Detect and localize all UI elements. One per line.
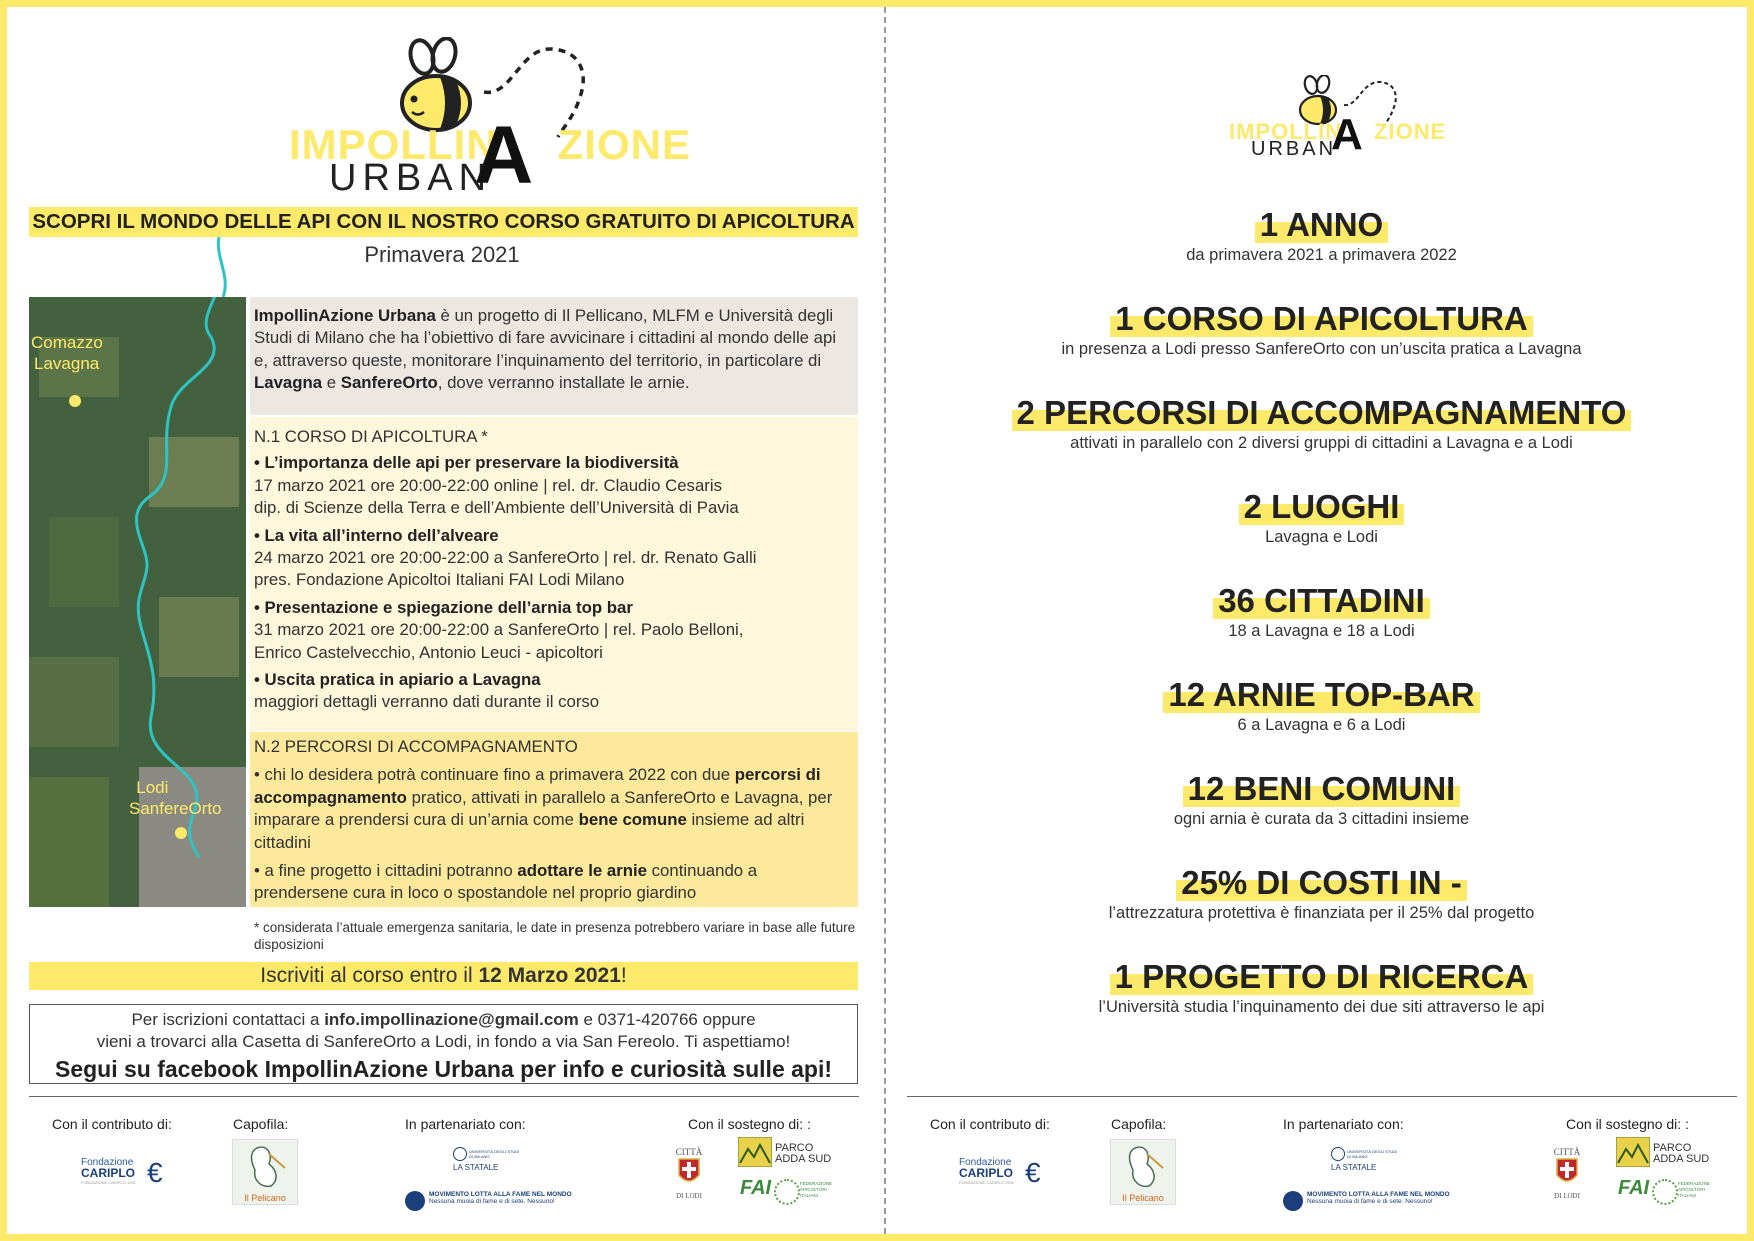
stats-list <box>896 7 1747 1017</box>
logo-word-urban: URBAN <box>1251 138 1337 160</box>
contrib-label: Con il contributo di: <box>52 1116 172 1132</box>
stat-desc: da primavera 2021 a primavera 2022 <box>1186 246 1457 264</box>
season: Primavera 2021 <box>364 242 520 267</box>
stat-desc: ogni arnia è curata da 3 cittadini insieme <box>1173 810 1470 828</box>
intro-text: ImpollinAzione Urbana è un progetto di Il Pellicano, MLFM e Università degli Studi di Milano che ha l’obiettivo di fare avvicinare i cittadini al mondo delle api e, attraverso queste, monitorare l’inquinamento del territorio, in particolare di Lavagna e SanfereOrto, dove verranno installate le arnie. <box>254 306 837 393</box>
stat-item <box>896 395 1747 453</box>
map-pin-lavagna <box>69 395 81 407</box>
stat-title: 1 ANNO <box>1255 207 1388 243</box>
course-heading: N.1 CORSO DI APICOLTURA * <box>254 427 488 446</box>
parco-icon <box>738 1137 772 1167</box>
map-label-comazzo: Comazzo <box>31 333 103 352</box>
stat-desc: l’Università studia l’inquinamento dei due siti attraverso le api <box>1098 998 1545 1016</box>
fold-line <box>884 7 886 1234</box>
stat-title: 25% DI COSTI IN - <box>1176 865 1467 901</box>
satellite-map <box>29 297 246 907</box>
logo-letter-a: A <box>474 110 534 201</box>
course-item: • La vita all’interno dell’alveare 24 marzo 2021 ore 20:00-22:00 a SanfereOrto | rel. dr. Renato Galli pres. Fondazione Apicoltoi Italiani FAI Lodi Milano <box>254 525 757 590</box>
contact-email[interactable]: info.impollinazione@gmail.com <box>324 1010 579 1029</box>
logo-word-urban: URBAN <box>329 157 493 199</box>
cariplo-logo: Fondazione CARIPLO FONDAZIONE CARIPLO 1991 € <box>81 1157 163 1188</box>
partner-label: In partenariato con: <box>1283 1116 1404 1132</box>
sponsors-right <box>885 1107 1747 1227</box>
pelicano-logo: Il Pelicano <box>232 1139 298 1205</box>
pelican-icon <box>233 1140 297 1190</box>
logo-word-zione: ZIONE <box>557 121 691 168</box>
fai-logo: FAI FEDERAZIONE APICOLTORI ITALIANI <box>1618 1177 1718 1200</box>
logo-letter-a: A <box>1331 110 1363 159</box>
fai-logo: FAI FEDERAZIONE APICOLTORI ITALIANI <box>740 1177 840 1200</box>
paths-text-2: • a fine progetto i cittadini potranno adottare le arnie continuando a prendersene cura in loco o spostandole nel proprio giardino <box>254 861 758 903</box>
sponsors-left <box>7 1107 877 1227</box>
stat-desc: 18 a Lavagna e 18 a Lodi <box>1228 622 1415 640</box>
parco-adda-sud-logo: PARCO ADDA SUD <box>738 1137 838 1172</box>
course-item: • L’importanza delle api per preservare la biodiversità 17 marzo 2021 ore 20:00-22:00 online | rel. dr. Claudio Cesaris dip. di Scienze della Terra e dell’Ambiente dell’Università di Pavia <box>254 453 739 518</box>
lodi-logo: CITTÀ DI LODI <box>1553 1147 1581 1200</box>
course-item: • Presentazione e spiegazione dell’arnia top bar 31 marzo 2021 ore 20:00-22:00 a SanfereOrto | rel. Paolo Belloni, Enrico Castelvecchio, Antonio Leuci - apicoltori <box>254 597 744 662</box>
stat-item <box>896 207 1747 265</box>
stat-item <box>896 865 1747 923</box>
stat-title: 2 LUOGHI <box>1239 489 1405 525</box>
paths-heading: N.2 PERCORSI DI ACCOMPAGNAMENTO <box>254 737 578 756</box>
statale-logo: UNIVERSITÀ DEGLI STUDI DI MILANO LA STATALE <box>453 1149 520 1172</box>
pelicano-logo: Il Pelicano <box>1110 1139 1176 1205</box>
stat-item <box>896 771 1747 829</box>
paths-panel <box>250 732 858 907</box>
parco-adda-sud-logo: PARCO ADDA SUD <box>1616 1137 1716 1172</box>
stat-item <box>896 677 1747 735</box>
stat-title: 12 ARNIE TOP-BAR <box>1163 677 1479 713</box>
contact-line-2: vieni a trovarci alla Casetta di SanfereOrto a Lodi, in fondo a via San Fereolo. Ti aspettiamo! <box>96 1032 791 1051</box>
support-label: Con il sostegno di: : <box>1566 1116 1689 1132</box>
lead-label: Capofila: <box>233 1116 289 1132</box>
flyer-sheet <box>7 7 1747 1234</box>
intro-panel <box>250 297 858 415</box>
parco-icon <box>1616 1137 1650 1167</box>
map-label-lavagna: Lavagna <box>34 354 100 373</box>
stat-desc: Lavagna e Lodi <box>1265 528 1378 546</box>
stat-desc: attivati in parallelo con 2 diversi gruppi di cittadini a Lavagna e a Lodi <box>1070 434 1573 452</box>
stat-title: 36 CITTADINI <box>1213 583 1430 619</box>
stat-title: 1 CORSO DI APICOLTURA <box>1110 301 1533 337</box>
logo-large <box>277 37 691 201</box>
headline: SCOPRI IL MONDO DELLE API CON IL NOSTRO CORSO GRATUITO DI APICOLTURA <box>32 210 855 233</box>
lodi-logo: CITTÀ DI LODI <box>675 1147 703 1200</box>
sponsor-divider <box>907 1096 1737 1097</box>
logo-word-impollin: IMPOLLIN <box>1229 119 1343 144</box>
facebook-line: Segui su facebook ImpollinAzione Urbana per info e curiosità sulle api! <box>54 1056 833 1082</box>
stat-item <box>896 583 1747 641</box>
partner-label: In partenariato con: <box>405 1116 526 1132</box>
logo-word-zione: ZIONE <box>1374 119 1447 144</box>
sponsor-divider <box>29 1096 859 1097</box>
contrib-label: Con il contributo di: <box>930 1116 1050 1132</box>
stat-item <box>896 301 1747 359</box>
support-label: Con il sostegno di: : <box>688 1116 811 1132</box>
contact-line-1: Per iscrizioni contattaci a info.impollinazione@gmail.com e 0371-420766 oppure <box>131 1010 756 1029</box>
map-label-lodi: Lodi <box>136 778 169 797</box>
map-river-continuation <box>207 237 247 297</box>
stat-item <box>896 489 1747 547</box>
footnote: * considerata l’attuale emergenza sanitaria, le date in presenza potrebbero variare in base alle future disposizioni <box>254 920 856 952</box>
logo-word-impollin: IMPOLLIN <box>289 121 498 168</box>
statale-logo: UNIVERSITÀ DEGLI STUDI DI MILANO LA STATALE <box>1331 1149 1398 1172</box>
stat-title: 1 PROGETTO DI RICERCA <box>1110 959 1534 995</box>
cariplo-logo: Fondazione CARIPLO FONDAZIONE CARIPLO 1991 € <box>959 1157 1041 1188</box>
mlfm-logo: MOVIMENTO LOTTA ALLA FAME NEL MONDO Nessuna muoia di fame e di sete. Nessuno! <box>1283 1191 1473 1205</box>
paths-text-1: • chi lo desidera potrà continuare fino a primavera 2022 con due percorsi di accompagnamento pratico, attivati in parallelo a SanfereOrto e Lavagna, per imparare a prendersi cura di un’arnia come bene comune insieme ad altri cittadini <box>254 765 833 852</box>
lodi-crest-icon <box>677 1157 701 1187</box>
pelican-icon <box>1111 1140 1175 1190</box>
stat-desc: 6 a Lavagna e 6 a Lodi <box>1237 716 1406 734</box>
stat-title: 12 BENI COMUNI <box>1183 771 1461 807</box>
map-label-sanfereorto: SanfereOrto <box>129 799 222 818</box>
contact-box <box>29 1004 858 1084</box>
mlfm-logo: MOVIMENTO LOTTA ALLA FAME NEL MONDO Nessuna muoia di fame e di sete. Nessuno! <box>405 1191 595 1205</box>
lodi-crest-icon <box>1555 1157 1579 1187</box>
stat-title: 2 PERCORSI DI ACCOMPAGNAMENTO <box>1012 395 1632 431</box>
signup-deadline: Iscriviti al corso entro il 12 Marzo 2021! <box>29 962 858 990</box>
stat-desc: in presenza a Lodi presso SanfereOrto con un’uscita pratica a Lavagna <box>1061 340 1582 358</box>
course-panel <box>250 417 858 731</box>
map-pin-sanfereorto <box>175 827 187 839</box>
stat-item <box>896 959 1747 1017</box>
stat-desc: l’attrezzatura protettiva è finanziata per il 25% dal progetto <box>1108 904 1535 922</box>
course-item: • Uscita pratica in apiario a Lavagna maggiori dettagli verranno dati durante il corso <box>254 670 600 712</box>
lead-label: Capofila: <box>1111 1116 1167 1132</box>
